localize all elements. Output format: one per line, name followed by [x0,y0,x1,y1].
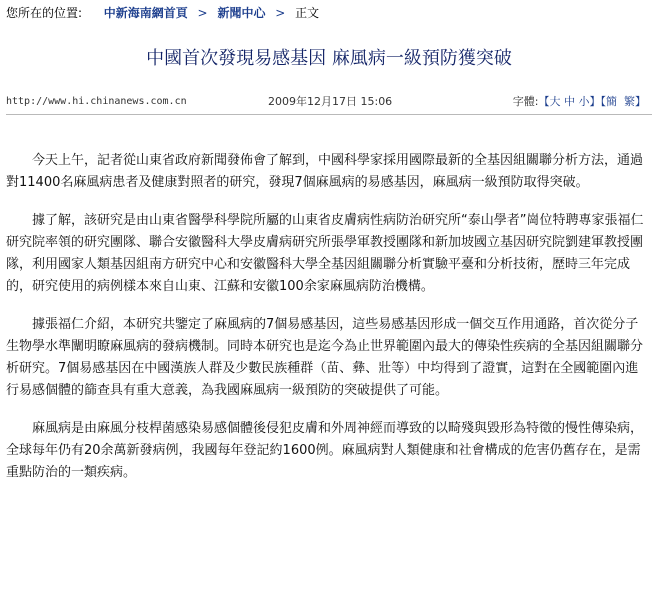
simplified-button[interactable]: 簡 [606,95,617,108]
article-title: 中國首次發現易感基因 麻風病一級預防獲突破 [146,48,512,69]
breadcrumb-separator: > [197,6,208,20]
traditional-button[interactable]: 繁 [624,95,635,108]
bracket: 【 [538,95,550,108]
font-large-button[interactable]: 大 [549,95,561,108]
article-paragraph: 麻風病是由麻風分枝桿菌感染易感個體後侵犯皮膚和外周神經而導致的以畸殘與毀形為特徵的慢性傳染病，全球每年仍有20余萬新發病例，我國每年登記約1600例。麻風病對人類健康和社會構成的危害仍舊存在，是需重點防治的一類疾病。 [6,421,644,480]
bracket: 】 [635,95,646,108]
article-body [6,150,650,500]
breadcrumb-prefix: 您所在的位置: [6,6,83,20]
breadcrumb [6,4,319,22]
article-paragraph: 據張福仁介紹，本研究共鑒定了麻風病的7個易感基因，這些易感基因形成一個交互作用通路，首次從分子生物學水準闡明瞭麻風病的發病機制。同時本研究也是迄今為止世界範圍內最大的傳染性疾病的全基因組關聯分析研究。7個易感基因在中國漢族人群及少數民族種群（苗、彝、壯等）中均得到了證實，這對在全國範圍內進行易感個體的篩查具有重大意義，為我國麻風病一級預防的突破提供了可能。 [6,317,644,398]
article-paragraph: 據了解，該研究是由山東省醫學科學院所屬的山東省皮膚病性病防治研究所“泰山學者”崗位特聘專家張福仁研究院率領的研究團隊、聯合安徽醫科大學皮膚病研究所張學軍教授團隊和新加坡國立基因研究院劉建軍教授團隊，利用國家人類基因組南方研究中心和安徽醫科大學全基因組關聯分析實驗平臺和分析技術，歷時三年完成的，研究使用的病例樣本來自山東、江蘇和安徽100余家麻風病防治機構。 [6,213,644,294]
font-size-label: 字體: [512,95,539,108]
font-size-controls [513,93,646,111]
bracket: 【 [600,95,606,108]
breadcrumb-current: 正文 [295,6,320,20]
meta-divider [6,114,652,115]
font-small-button[interactable]: 小 [578,95,590,108]
bracket: 】 [589,95,601,108]
breadcrumb-news-center-link[interactable]: 新聞中心 [217,6,266,20]
breadcrumb-home-link[interactable]: 中新海南網首頁 [103,6,188,20]
publish-date: 2009年12月17日 15:06 [268,95,393,108]
source-url[interactable]: http://www.hi.chinanews.com.cn [6,96,187,107]
font-medium-button[interactable]: 中 [564,95,575,108]
article-meta-bar [6,93,654,111]
article-paragraph: 今天上午，記者從山東省政府新聞發佈會了解到，中國科學家採用國際最新的全基因組關聯分析方法，通過對11400名麻風病患者及健康對照者的研究，發現7個麻風病的易感基因，麻風病一級預防取得突破。 [6,153,644,190]
breadcrumb-separator: > [275,6,286,20]
